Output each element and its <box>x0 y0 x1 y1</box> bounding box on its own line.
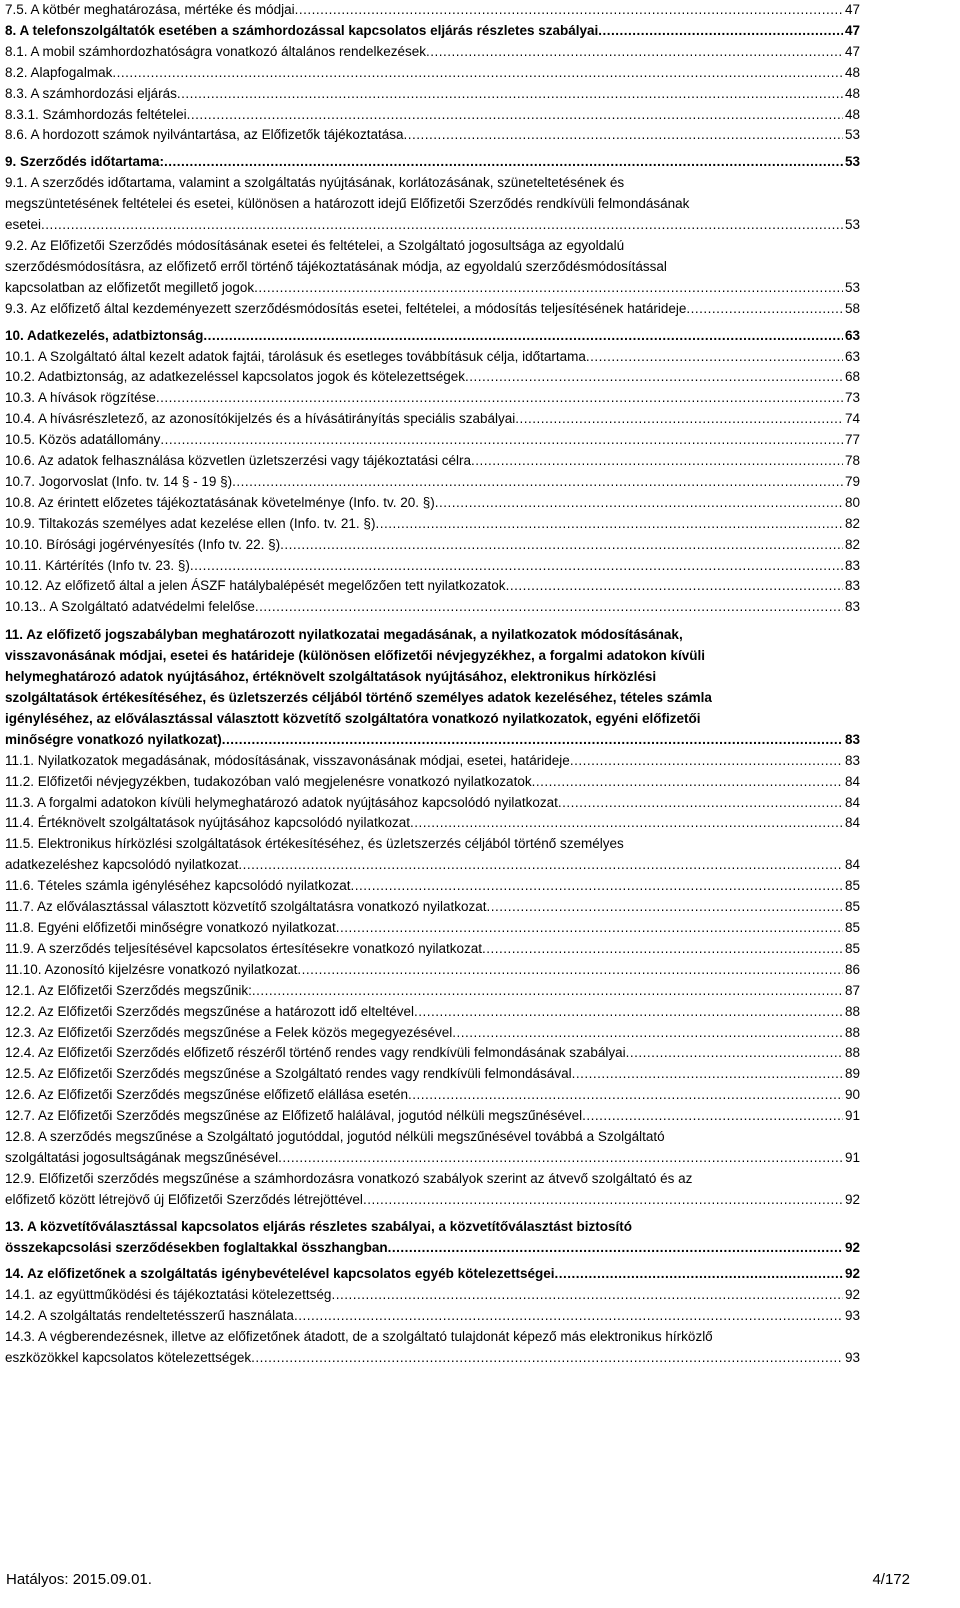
toc-entry-text: 13. A közvetítőválasztással kapcsolatos eljárás részletes szabályai, a közvetítőválasztást biztosító <box>5 1218 633 1234</box>
toc-entry-title: 10.9. Tiltakozás személyes adat kezelése ellen (Info. tv. 21. §) <box>5 515 376 531</box>
dot-leader <box>686 299 843 320</box>
toc-entry-line <box>5 1043 860 1064</box>
toc-entry[interactable] <box>5 63 860 84</box>
toc-page-number: 74 <box>844 411 860 427</box>
toc-page-number: 89 <box>844 1066 860 1082</box>
toc-entry-title: eszközökkel kapcsolatos kötelezettségek <box>5 1350 252 1366</box>
toc-entry-title: 11.8. Egyéni előfizetői minőségre vonatkozó nyilatkozat <box>5 919 336 935</box>
toc-entry-title: 10.11. Kártérítés (Info tv. 23. §) <box>5 557 190 573</box>
toc-entry[interactable] <box>5 1264 860 1285</box>
dot-leader <box>254 278 843 299</box>
toc-entry-line <box>5 918 860 939</box>
toc-entry-title: 10.8. Az érintett előzetes tájékoztatásának követelménye (Info. tv. 20. §) <box>5 494 435 510</box>
toc-entry[interactable] <box>5 1217 860 1259</box>
toc-entry[interactable] <box>5 1106 860 1127</box>
toc-entry-title: 10.3. A hívások rögzítése <box>5 390 156 406</box>
toc-page-number: 84 <box>844 773 860 789</box>
toc-entry-line <box>5 388 860 409</box>
toc-entry[interactable] <box>5 173 860 236</box>
toc-page-number: 82 <box>844 536 860 552</box>
toc-entry-line <box>5 535 860 556</box>
toc-page-number: 91 <box>844 1149 860 1165</box>
toc-entry[interactable] <box>5 388 860 409</box>
toc-entry-line <box>5 1085 860 1106</box>
toc-page-number: 87 <box>844 982 860 998</box>
toc-entry[interactable] <box>5 105 860 126</box>
toc-entry-title: 11.3. A forgalmi adatokon kívüli helymeghatározó adatok nyújtásához kapcsolódó nyilatkozat <box>5 794 558 810</box>
toc-entry-text: igényléséhez, az előválasztással választott közvetítő szolgáltatóra vonatkozó nyilatkozatok, egyéni előfizetői <box>5 710 701 726</box>
toc-entry-text: 11.5. Elektronikus hírközlési szolgáltatások értékesítéséhez, és üzletszerzés céljából történő személyes <box>5 836 624 852</box>
toc-entry-line <box>5 367 860 388</box>
toc-entry[interactable] <box>5 772 860 793</box>
toc-page-number: 86 <box>844 961 860 977</box>
toc-entry[interactable] <box>5 981 860 1002</box>
dot-leader <box>203 326 843 347</box>
toc-page-number: 53 <box>844 279 860 295</box>
toc-entry-line <box>5 278 860 299</box>
toc-page-number: 58 <box>844 300 860 316</box>
toc-entry-title: 8.1. A mobil számhordozhatóságra vonatkozó általános rendelkezések <box>5 43 427 59</box>
toc-page-number: 53 <box>844 127 860 143</box>
toc-entry-title: 10.13.. A Szolgáltató adatvédelmi felelőse <box>5 599 255 615</box>
dot-leader <box>626 1043 843 1064</box>
toc-entry-title: 12.5. Az Előfizetői Szerződés megszűnése a Szolgáltató rendes vagy rendkívüli felmondásával <box>5 1066 572 1082</box>
toc-page-number: 83 <box>844 599 860 615</box>
dot-leader <box>190 556 843 577</box>
toc-page-number: 80 <box>844 494 860 510</box>
toc-entry-line <box>5 347 860 368</box>
toc-page-number: 82 <box>844 515 860 531</box>
dot-leader <box>336 918 843 939</box>
toc-entry-title: minőségre vonatkozó nyilatkozat) <box>5 731 222 747</box>
toc-entry-line <box>5 84 860 105</box>
toc-entry-line <box>5 855 860 876</box>
toc-entry[interactable] <box>5 326 860 347</box>
toc-entry-line <box>5 63 860 84</box>
dot-leader <box>375 514 843 535</box>
toc-entry[interactable] <box>5 42 860 63</box>
toc-entry-line <box>5 1348 860 1369</box>
toc-entry-line <box>5 939 860 960</box>
toc-entry-title: 8. A telefonszolgáltatók esetében a számhordozással kapcsolatos eljárás részletes szabályai <box>5 22 599 38</box>
toc-entry-text: 14.3. A végberendezésnek, illetve az előfizetőnek átadott, de a szolgáltató tulajdonát képező más elektronikus hírközlő <box>5 1329 713 1345</box>
dot-leader <box>558 793 843 814</box>
toc-entry[interactable] <box>5 918 860 939</box>
dot-leader <box>164 152 843 173</box>
toc-entry-text: szerződésmódosításra, az előfizető erről történő tájékoztatásának módja, az egyoldalú szerződésmódosítással <box>5 258 667 274</box>
toc-entry-line <box>5 42 860 63</box>
toc-entry-line <box>5 1002 860 1023</box>
toc-page-number: 83 <box>844 731 860 747</box>
toc-page-number: 47 <box>844 22 860 38</box>
effective-date: Hatályos: 2015.09.01. <box>6 1571 152 1588</box>
dot-leader <box>222 730 843 751</box>
toc-entry-line <box>5 730 860 751</box>
toc-entry[interactable] <box>5 1043 860 1064</box>
dot-leader <box>572 1064 843 1085</box>
toc-entry[interactable] <box>5 751 860 772</box>
toc-entry[interactable] <box>5 535 860 556</box>
toc-entry-line <box>5 751 860 772</box>
toc-entry-title: előfizető között létrejövő új Előfizetői Szerződés létrejöttével <box>5 1191 363 1207</box>
toc-entry-title: 10.1. A Szolgáltató által kezelt adatok fajtái, tárolásuk és esetleges továbbításuk célja, időtartama <box>5 348 586 364</box>
dot-leader <box>487 897 843 918</box>
toc-entry-title: 9. Szerződés időtartama: <box>5 154 165 170</box>
toc-page-number: 92 <box>844 1287 860 1303</box>
toc-entry-title: 12.1. Az Előfizetői Szerződés megszűnik: <box>5 982 252 998</box>
toc-entry[interactable] <box>5 347 860 368</box>
toc-entry[interactable] <box>5 299 860 320</box>
toc-entry-line <box>5 1148 860 1169</box>
toc-entry-title: 11.1. Nyilatkozatok megadásának, módosításának, visszavonásának módjai, esetei, határideje <box>5 752 570 768</box>
toc-entry-title: 14. Az előfizetőnek a szolgáltatás igénybevételével kapcsolatos egyéb kötelezettségei <box>5 1266 555 1282</box>
toc-entry[interactable] <box>5 897 860 918</box>
toc-entry-line <box>5 981 860 1002</box>
dot-leader <box>363 1190 843 1211</box>
toc-entry-title: szolgáltatási jogosultságának megszűnésével <box>5 1149 279 1165</box>
toc-page-number: 48 <box>844 106 860 122</box>
dot-leader <box>465 367 843 388</box>
dot-leader <box>297 960 843 981</box>
dot-leader <box>295 0 843 21</box>
toc-entry-line <box>5 514 860 535</box>
toc-page-number: 84 <box>844 857 860 873</box>
toc-entry-title: 11.6. Tételes számla igényléséhez kapcsolódó nyilatkozat <box>5 878 351 894</box>
toc-entry-line <box>5 597 860 618</box>
toc-entry[interactable] <box>5 1002 860 1023</box>
toc-entry[interactable] <box>5 1023 860 1044</box>
toc-page-number: 92 <box>844 1191 860 1207</box>
dot-leader <box>452 1023 843 1044</box>
toc-entry-title: adatkezeléshez kapcsolódó nyilatkozat <box>5 857 239 873</box>
toc-entry-line <box>5 430 860 451</box>
toc-entry[interactable] <box>5 472 860 493</box>
toc-page-number: 88 <box>844 1024 860 1040</box>
toc-entry-title: 11.4. Értéknövelt szolgáltatások nyújtásához kapcsolódó nyilatkozat <box>5 815 410 831</box>
toc-page-number: 53 <box>844 217 860 233</box>
toc-page-number: 73 <box>844 390 860 406</box>
toc-entry-line <box>5 152 860 173</box>
dot-leader <box>160 430 843 451</box>
dot-leader <box>515 409 843 430</box>
toc-entry-title: 10. Adatkezelés, adatbiztonság <box>5 327 204 343</box>
dot-leader <box>294 1306 843 1327</box>
dot-leader <box>482 939 843 960</box>
toc-entry-line <box>5 21 860 42</box>
toc-entry-title: 12.6. Az Előfizetői Szerződés megszűnése előfizető elállása esetén <box>5 1087 408 1103</box>
toc-entry-line <box>5 576 860 597</box>
toc-page-number: 85 <box>844 899 860 915</box>
toc-entry[interactable] <box>5 451 860 472</box>
dot-leader <box>177 84 843 105</box>
toc-entry-line <box>5 105 860 126</box>
dot-leader <box>408 1085 843 1106</box>
toc-entry-title: 10.2. Adatbiztonság, az adatkezeléssel kapcsolatos jogok és kötelezettségek <box>5 369 466 385</box>
toc-entry-text: megszüntetésének feltételei és esetei, különösen a határozott idejű Előfizetői Szerződés rendkívüli felmondásának <box>5 196 690 212</box>
toc-entry[interactable] <box>5 834 860 876</box>
toc-entry-title: 10.12. Az előfizető által a jelen ÁSZF hatálybalépését megelőzően tett nyilatkozatok <box>5 578 506 594</box>
toc-entry-line <box>5 472 860 493</box>
dot-leader <box>414 1002 843 1023</box>
toc-entry-line <box>5 299 860 320</box>
toc-entry-line <box>5 451 860 472</box>
dot-leader <box>598 21 843 42</box>
dot-leader <box>554 1264 843 1285</box>
dot-leader <box>426 42 843 63</box>
toc-entry[interactable] <box>5 430 860 451</box>
toc-entry-title: 11.7. Az előválasztással választott közvetítő szolgáltatásra vonatkozó nyilatkozat <box>5 899 487 915</box>
toc-entry[interactable] <box>5 1306 860 1327</box>
toc-entry-title: 7.5. A kötbér meghatározása, mértéke és módjai <box>5 2 295 17</box>
toc-page-number: 92 <box>844 1239 860 1255</box>
toc-entry-line <box>5 793 860 814</box>
toc-entry[interactable] <box>5 409 860 430</box>
toc-page-number: 63 <box>844 327 860 343</box>
dot-leader <box>582 1106 843 1127</box>
toc-entry-line <box>5 1285 860 1306</box>
toc-entry-line <box>5 1064 860 1085</box>
dot-leader <box>350 876 843 897</box>
dot-leader <box>410 813 843 834</box>
toc-page-number: 88 <box>844 1003 860 1019</box>
toc-entry-line <box>5 1306 860 1327</box>
toc-page-number: 85 <box>844 919 860 935</box>
dot-leader <box>255 597 843 618</box>
dot-leader <box>187 105 843 126</box>
toc-entry[interactable] <box>5 152 860 173</box>
toc-page-number: 78 <box>844 453 860 469</box>
dot-leader <box>280 535 843 556</box>
toc-page-number: 92 <box>844 1266 860 1282</box>
toc-entry[interactable] <box>5 1127 860 1169</box>
toc-entry-text: szolgáltatások értékesítéséhez, és üzletszerzés céljából történő személyes adatok kezeléséhez, tételes számla <box>5 690 712 705</box>
toc-page-number: 47 <box>844 2 860 17</box>
toc-page-number: 85 <box>844 940 860 956</box>
dot-leader <box>471 451 843 472</box>
toc-entry[interactable] <box>5 1085 860 1106</box>
toc-page-number: 77 <box>844 432 860 448</box>
toc-entry-line <box>5 813 860 834</box>
toc-entry-title: 8.2. Alapfogalmak <box>5 64 113 80</box>
toc-entry[interactable] <box>5 625 860 750</box>
toc-entry-text: visszavonásának módjai, esetei és határideje (különösen előfizetői névjegyzékhez, a forgalmi adatokon kívüli <box>5 648 705 664</box>
toc-entry[interactable] <box>5 1327 860 1369</box>
toc-entry-line <box>5 409 860 430</box>
toc-entry[interactable] <box>5 84 860 105</box>
dot-leader <box>278 1148 843 1169</box>
toc-entry-line <box>5 1264 860 1285</box>
toc-page-number: 83 <box>844 557 860 573</box>
toc-entry-text: 12.8. A szerződés megszűnése a Szolgáltató jogutóddal, jogutód nélküli megszűnésével továbbá a Szolgáltató <box>5 1129 665 1145</box>
dot-leader <box>388 1238 843 1259</box>
toc-entry-title: 10.10. Bírósági jogérvényesítés (Info tv. 22. §) <box>5 536 281 552</box>
toc-entry-title: 12.4. Az Előfizetői Szerződés előfizető részéről történő rendes vagy rendkívüli felmondásának szabályai <box>5 1045 626 1061</box>
toc-entry-text: 9.1. A szerződés időtartama, valamint a szolgáltatás nyújtásának, korlátozásának, szüneteltetésének és <box>5 175 625 191</box>
toc-entry[interactable] <box>5 21 860 42</box>
dot-leader <box>232 472 843 493</box>
toc-page-number: 53 <box>844 154 860 170</box>
toc-page-number: 79 <box>844 473 860 489</box>
dot-leader <box>435 493 843 514</box>
toc-entry-line <box>5 326 860 347</box>
dot-leader <box>252 981 843 1002</box>
dot-leader <box>331 1285 843 1306</box>
toc-entry[interactable] <box>5 1285 860 1306</box>
dot-leader <box>156 388 843 409</box>
toc-entry-title: 8.3.1. Számhordozás feltételei <box>5 106 187 122</box>
toc-entry-title: 8.6. A hordozott számok nyilvántartása, az Előfizetők tájékoztatása <box>5 127 404 143</box>
toc-entry-line <box>5 1238 860 1259</box>
toc-entry[interactable] <box>5 1169 860 1211</box>
dot-leader <box>403 125 843 146</box>
toc-entry-title: 8.3. A számhordozási eljárás <box>5 85 177 101</box>
toc-entry[interactable] <box>5 793 860 814</box>
toc-entry-title: 14.1. az együttműködési és tájékoztatási kötelezettség <box>5 1287 332 1303</box>
toc-entry-text: 11. Az előfizető jogszabályban meghatározott nyilatkozatai megadásának, a nyilatkozatok módosításának, <box>5 627 683 643</box>
toc-page-number: 93 <box>844 1350 860 1366</box>
toc-page-number: 84 <box>844 794 860 810</box>
toc-page-number: 48 <box>844 64 860 80</box>
toc-entry-text: 12.9. Előfizetői szerződés megszűnése a számhordozásra vonatkozó szabályok szerint az átvevő szolgáltató és az <box>5 1170 693 1186</box>
toc-entry[interactable] <box>5 367 860 388</box>
toc-page-number: 90 <box>844 1087 860 1103</box>
toc-entry-title: 12.3. Az Előfizetői Szerződés megszűnése a Felek közös megegyezésével <box>5 1024 453 1040</box>
toc-entry[interactable] <box>5 236 860 299</box>
toc-entry-line <box>5 897 860 918</box>
toc-entry[interactable] <box>5 939 860 960</box>
toc-entry-line <box>5 960 860 981</box>
toc-entry[interactable] <box>5 1064 860 1085</box>
dot-leader <box>506 576 843 597</box>
toc-entry[interactable] <box>5 597 860 618</box>
toc-entry[interactable] <box>5 514 860 535</box>
toc-entry-line <box>5 125 860 146</box>
toc-entry[interactable] <box>5 125 860 146</box>
toc-entry-title: 14.2. A szolgáltatás rendeltetésszerű használata <box>5 1308 294 1324</box>
toc-entry-text: helymeghatározó adatok nyújtásához, értéknövelt szolgáltatások nyújtásához, elektronikus hírközlési <box>5 669 657 685</box>
toc-page-number: 63 <box>844 348 860 364</box>
dot-leader <box>532 772 843 793</box>
toc-entry-title: 11.9. A szerződés teljesítésével kapcsolatos értesítésekre vonatkozó nyilatkozat <box>5 940 483 956</box>
toc-entry-line <box>5 876 860 897</box>
toc-entry-title: összekapcsolási szerződésekben foglaltakkal összhangban <box>5 1239 388 1255</box>
toc-entry-line <box>5 772 860 793</box>
toc-entry-title: 10.5. Közös adatállomány <box>5 432 161 448</box>
toc-entry-line <box>5 1190 860 1211</box>
dot-leader <box>41 215 843 236</box>
toc-entry-line <box>5 215 860 236</box>
page-number: 4/172 <box>872 1571 910 1588</box>
dot-leader <box>238 855 843 876</box>
toc-entry-line <box>5 556 860 577</box>
toc-page-number: 68 <box>844 369 860 385</box>
toc-entry[interactable] <box>5 0 860 21</box>
toc-entry[interactable] <box>5 493 860 514</box>
toc-entry-line <box>5 1023 860 1044</box>
toc-entry[interactable] <box>5 960 860 981</box>
toc-page-number: 83 <box>844 752 860 768</box>
toc-entry[interactable] <box>5 556 860 577</box>
toc-entry[interactable] <box>5 576 860 597</box>
toc-entry-title: 10.6. Az adatok felhasználása közvetlen üzletszerzési vagy tájékoztatási célra <box>5 453 472 469</box>
toc-entry-line <box>5 1106 860 1127</box>
dot-leader <box>112 63 843 84</box>
toc-page-number: 93 <box>844 1308 860 1324</box>
toc-entry-title: kapcsolatban az előfizetőt megillető jogok <box>5 279 255 295</box>
toc-entry-title: 12.2. Az Előfizetői Szerződés megszűnése a határozott idő elteltével <box>5 1003 414 1019</box>
toc-entry[interactable] <box>5 876 860 897</box>
toc-entry-title: 11.2. Előfizetői névjegyzékben, tudakozóban való megjelenésre vonatkozó nyilatkozatok <box>5 773 532 789</box>
toc-entry-line <box>5 0 860 21</box>
toc-entry-title: 9.3. Az előfizető által kezdeményezett szerződésmódosítás esetei, feltételei, a módosítás teljesítésének határideje <box>5 300 687 316</box>
toc-page-number: 84 <box>844 815 860 831</box>
toc-page-number: 83 <box>844 578 860 594</box>
dot-leader <box>251 1348 843 1369</box>
toc-entry-title: esetei <box>5 217 42 233</box>
toc-page-number: 88 <box>844 1045 860 1061</box>
toc-entry-line <box>5 493 860 514</box>
toc-entry-title: 12.7. Az Előfizetői Szerződés megszűnése az Előfizető halálával, jogutód nélküli megszűnésével <box>5 1108 583 1124</box>
toc-entry-title: 10.7. Jogorvoslat (Info. tv. 14 § - 19 §) <box>5 473 233 489</box>
toc-entry-title: 10.4. A hívásrészletező, az azonosítókijelzés és a hívásátirányítás speciális szabályai <box>5 411 516 427</box>
toc-page-number: 48 <box>844 85 860 101</box>
toc-page-number: 91 <box>844 1108 860 1124</box>
toc-page-number: 85 <box>844 878 860 894</box>
dot-leader <box>586 347 843 368</box>
table-of-contents <box>5 0 860 1369</box>
toc-entry-text: 9.2. Az Előfizetői Szerződés módosításának esetei és feltételei, a Szolgáltató jogosultsága az egyoldalú <box>5 237 625 253</box>
toc-page-number: 47 <box>844 43 860 59</box>
dot-leader <box>570 751 843 772</box>
toc-entry-title: 11.10. Azonosító kijelzésre vonatkozó nyilatkozat <box>5 961 298 977</box>
toc-entry[interactable] <box>5 813 860 834</box>
